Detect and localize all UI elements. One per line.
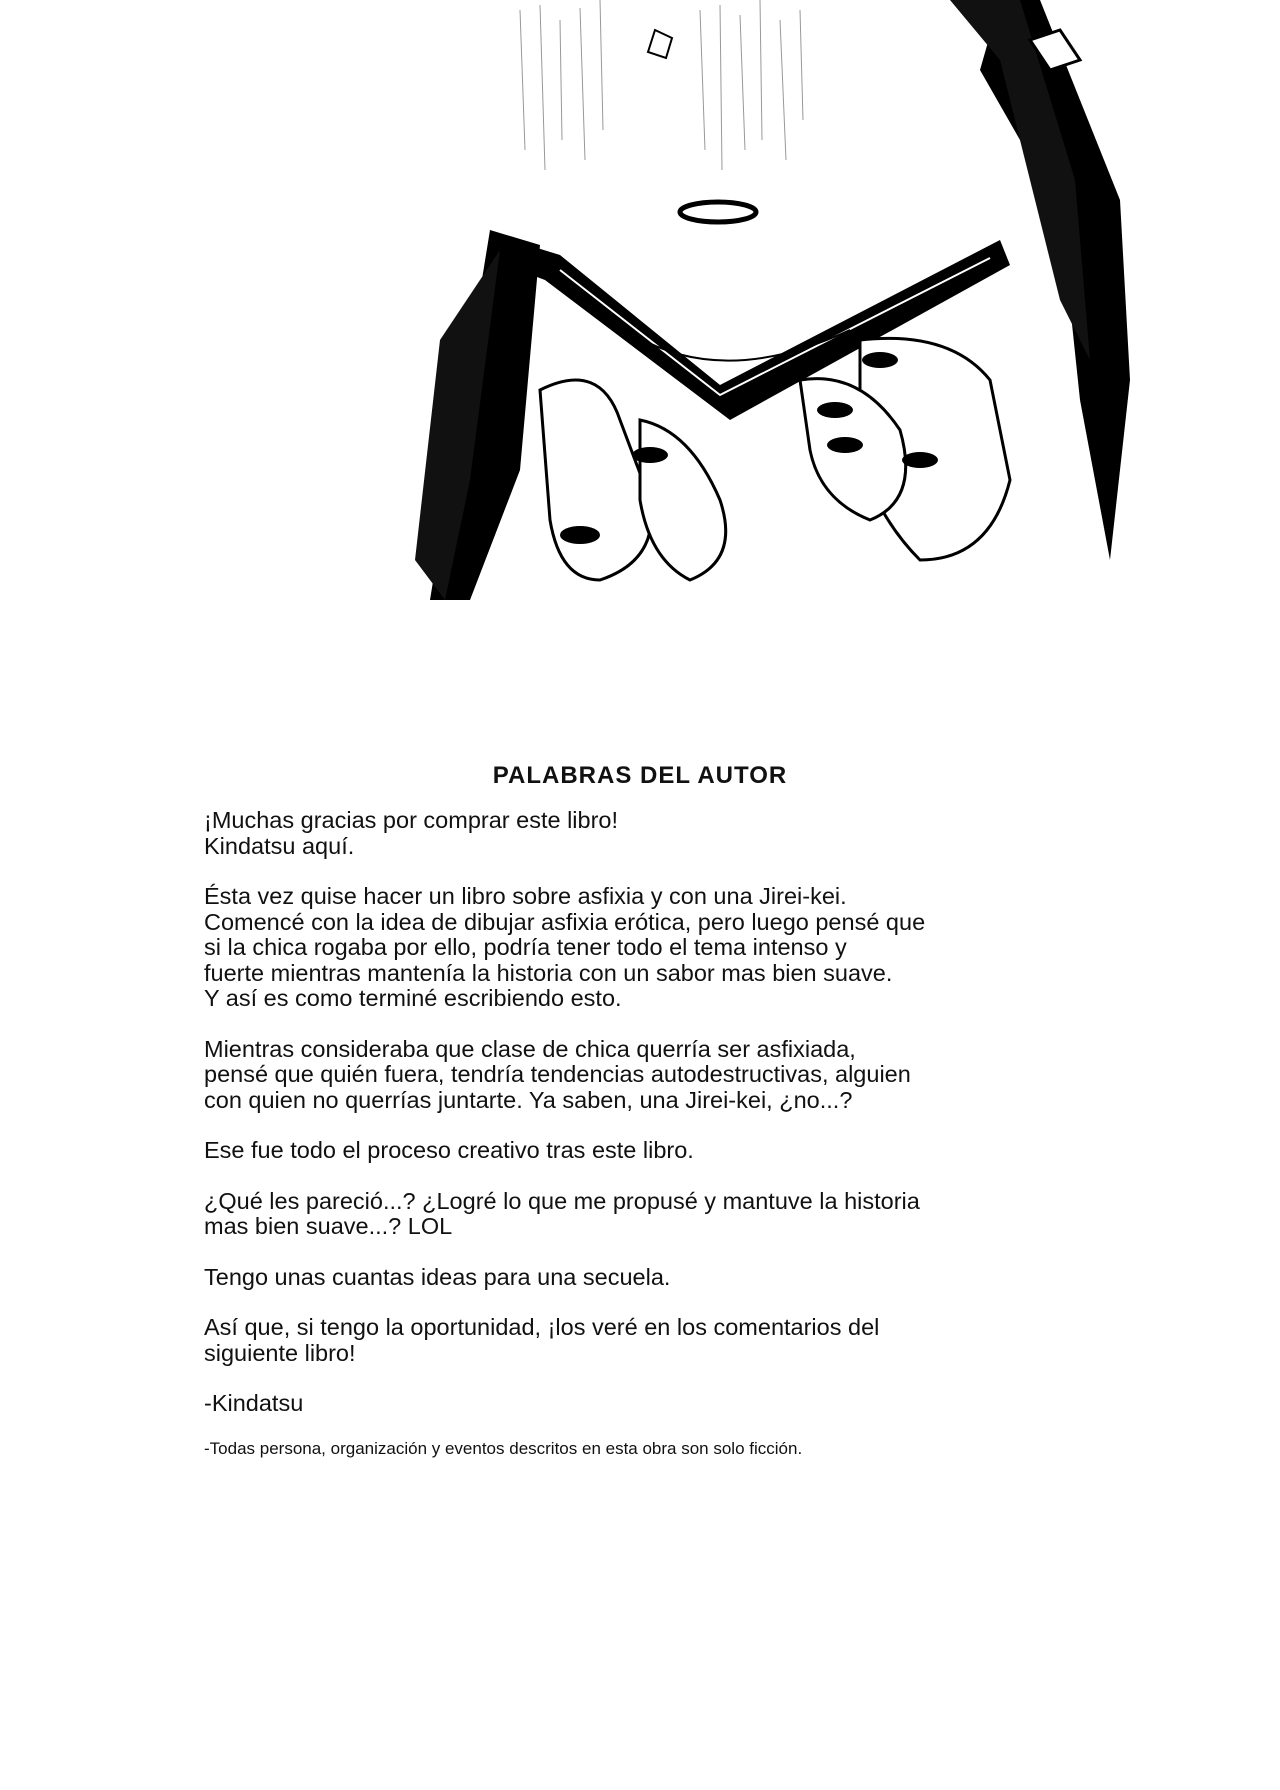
afterword-paragraph xyxy=(204,1189,1104,1240)
text-line: mas bien suave...? LOL xyxy=(204,1213,453,1239)
face-hatching xyxy=(520,0,803,170)
manga-illustration xyxy=(0,0,1280,620)
text-line: Mientras consideraba que clase de chica querría ser asfixiada, xyxy=(204,1035,856,1062)
text-line: -Kindatsu xyxy=(204,1390,304,1416)
text-line: fuerte mientras mantenía la historia con un sabor mas bien suave. xyxy=(204,959,893,986)
fiction-disclaimer: -Todas persona, organización y eventos descritos en esta obra son solo ficción. xyxy=(204,1438,803,1458)
text-line: con quien no querrías juntarte. Ya saben, una Jirei-kei, ¿no...? xyxy=(204,1086,853,1113)
afterword-body xyxy=(204,808,1104,1460)
text-line: Ese fue todo el proceso creativo tras este libro. xyxy=(204,1137,694,1163)
mouth xyxy=(680,202,756,222)
text-line: Ésta vez quise hacer un libro sobre asfixia y con una Jirei-kei. xyxy=(204,883,847,909)
text-line: Y así es como terminé escribiendo esto. xyxy=(204,985,622,1011)
text-line: pensé que quién fuera, tendría tendencias autodestructivas, alguien xyxy=(204,1061,911,1087)
text-line: Tengo unas cuantas ideas para una secuela. xyxy=(204,1263,671,1290)
text-line: Comencé con la idea de dibujar asfixia erótica, pero luego pensé que xyxy=(204,908,926,935)
afterword-paragraph xyxy=(204,1138,1104,1164)
text-line: ¿Qué les pareció...? ¿Logré lo que me propusé y mantuve la historia xyxy=(204,1187,920,1214)
afterword-paragraph xyxy=(204,1391,1104,1417)
text-line: siguiente libro! xyxy=(204,1339,356,1366)
text-line: Así que, si tengo la oportunidad, ¡los veré en los comentarios del xyxy=(204,1314,880,1340)
afterword-paragraph xyxy=(204,1265,1104,1291)
text-line: Kindatsu aquí. xyxy=(204,832,355,859)
text-line: ¡Muchas gracias por comprar este libro! xyxy=(204,807,619,833)
afterword-paragraph xyxy=(204,808,1104,859)
afterword-title: PALABRAS DEL AUTOR xyxy=(492,762,788,789)
forehead-mark xyxy=(648,30,672,58)
afterword-paragraph xyxy=(204,1037,1104,1114)
afterword-paragraph xyxy=(204,1315,1104,1366)
afterword-paragraph xyxy=(204,884,1104,1012)
text-line: si la chica rogaba por ello, podría tener todo el tema intenso y xyxy=(204,934,847,960)
